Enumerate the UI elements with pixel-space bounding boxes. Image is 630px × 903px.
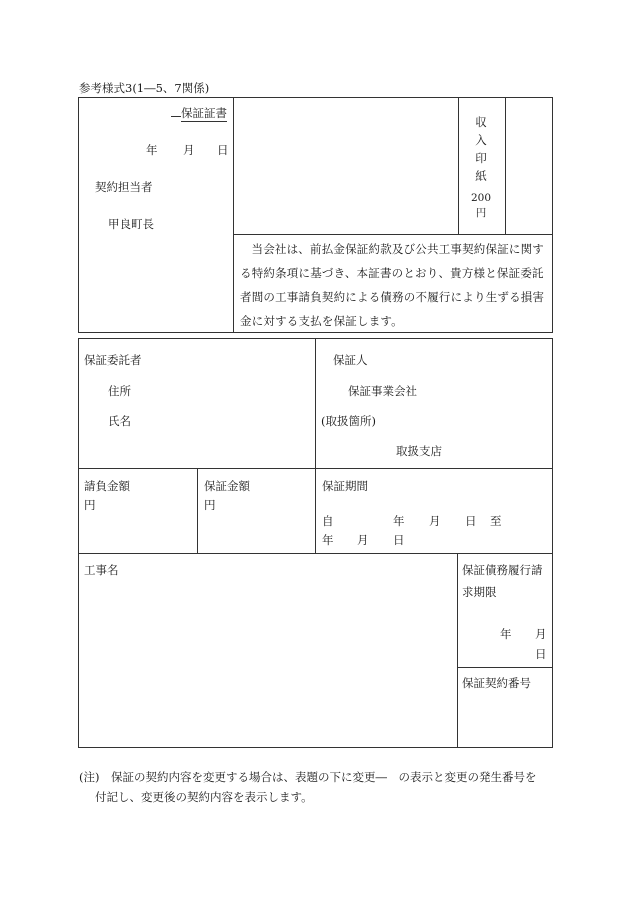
stamp-amount: 200 — [470, 192, 492, 204]
guarantee-period-label: 保証期間 — [322, 479, 368, 493]
date-day-label: 日 — [217, 143, 229, 157]
period-to-month: 月 — [357, 533, 369, 547]
work-name-label: 工事名 — [84, 563, 119, 577]
note-line-1: (注) 保証の契約内容を変更する場合は、表題の下に変更― の表示と変更の発生番号を — [79, 770, 537, 784]
certificate-title-text: 保証証書 — [181, 106, 227, 120]
guarantor-label: 保証人 — [333, 353, 368, 367]
divider — [233, 97, 234, 333]
divider — [197, 468, 198, 553]
branch-label: 取扱支店 — [396, 444, 442, 458]
stamp-char: 印 — [475, 151, 487, 165]
guarantee-statement: 当会社は、前払金保証約款及び公共工事契約保証に関する特約条項に基づき、本証書のとおり、貴方様と保証委託者間の工事請負契約による債務の不履行により生ずる損害金に対する支払を保証します。 — [240, 242, 545, 328]
contract-amount-label: 請負金額 — [84, 479, 130, 493]
divider — [457, 553, 458, 748]
claim-deadline-label-cont: 求期限 — [462, 585, 497, 599]
period-to-year: 年 — [322, 533, 334, 547]
divider — [505, 97, 506, 234]
contract-officer-label: 契約担当者 — [95, 180, 153, 194]
form-reference: 参考様式3(1―5、7関係) — [79, 81, 210, 95]
guarantor-company: 保証事業会社 — [348, 384, 417, 398]
contract-number-label: 保証契約番号 — [462, 676, 531, 690]
divider — [78, 553, 553, 554]
deadline-month: 月 — [535, 627, 547, 641]
stamp-char: 収 — [475, 115, 487, 129]
note-line-2: 付記し、変更後の契約内容を表示します。 — [95, 790, 313, 804]
claim-deadline-label: 保証債務履行請 — [462, 563, 543, 577]
guarantee-amount-label: 保証金額 — [204, 479, 250, 493]
handling-office-label: (取扱箇所) — [321, 414, 376, 428]
consignor-label: 保証委託者 — [84, 353, 142, 367]
period-to-day: 日 — [393, 533, 405, 547]
deadline-day: 日 — [535, 647, 547, 661]
period-from-day: 日 — [465, 514, 477, 528]
period-to: 至 — [490, 514, 502, 528]
period-from-month: 月 — [429, 514, 441, 528]
address-label: 住所 — [108, 384, 131, 398]
stamp-char: 入 — [475, 133, 487, 147]
divider — [315, 338, 316, 553]
contract-amount-unit: 円 — [84, 498, 96, 512]
divider — [233, 234, 553, 235]
name-label: 氏名 — [108, 414, 131, 428]
stamp-char: 紙 — [475, 169, 487, 183]
deadline-year: 年 — [500, 627, 512, 641]
recipient-label: 甲良町長 — [108, 217, 154, 231]
period-from: 自 — [322, 514, 334, 528]
stamp-unit: 円 — [475, 207, 487, 219]
period-from-year: 年 — [393, 514, 405, 528]
divider — [458, 97, 459, 234]
date-year-label: 年 — [146, 143, 158, 157]
divider — [457, 667, 553, 668]
divider — [78, 468, 553, 469]
certificate-title — [171, 105, 227, 121]
guarantee-amount-unit: 円 — [204, 498, 216, 512]
date-month-label: 月 — [183, 143, 195, 157]
